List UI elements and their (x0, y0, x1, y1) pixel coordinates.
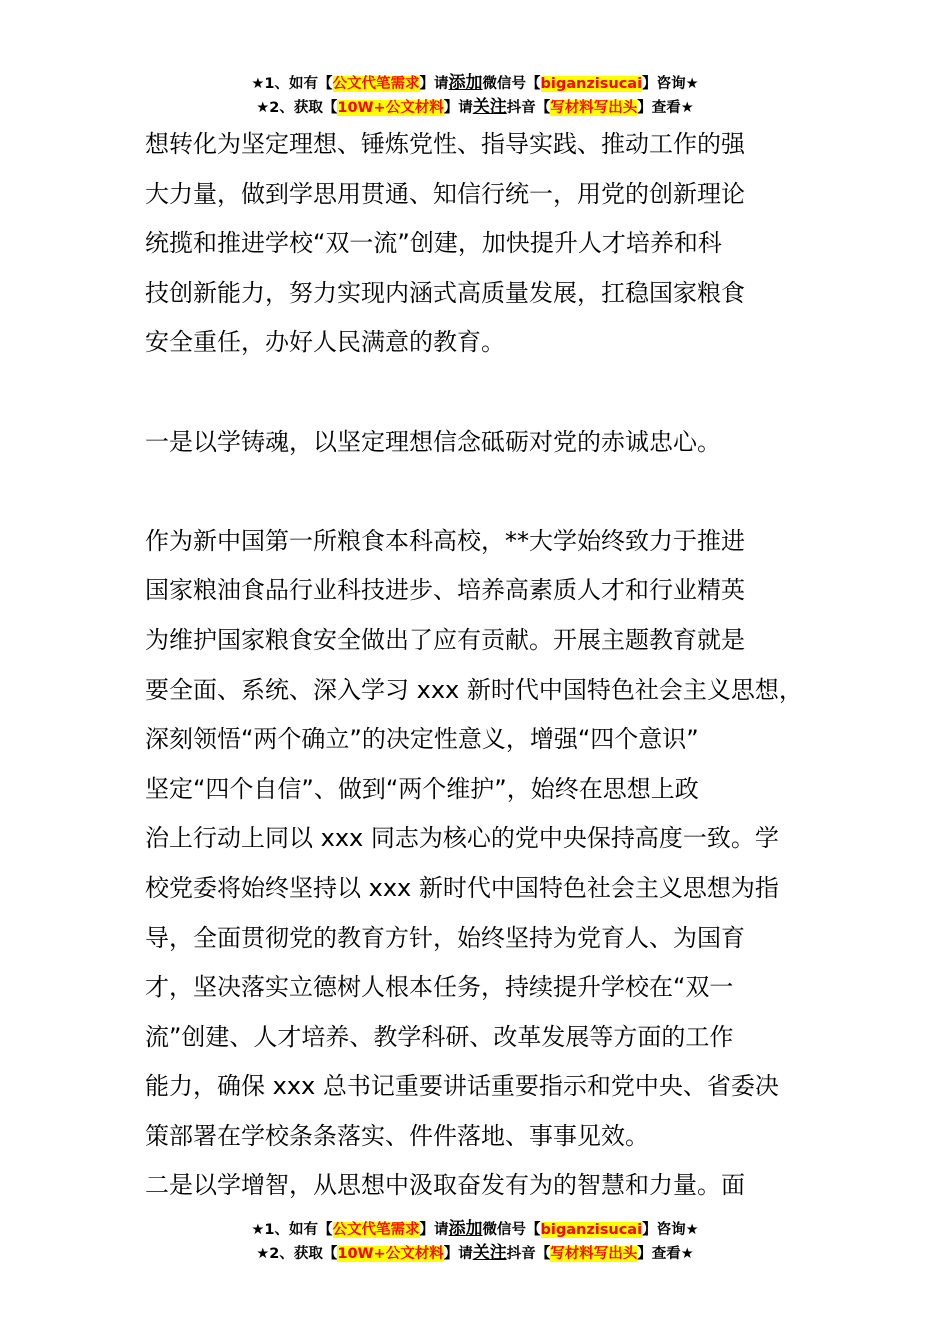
highlight-materials: 10W+公文材料 (337, 1246, 444, 1262)
text-line: 策部署在学校条条落实、件件落地、事事见效。 (145, 1121, 649, 1150)
highlight-service: 公文代笔需求 (332, 76, 420, 92)
text-line: 校党委将始终坚持以 xxx 新时代中国特色社会主义思想为指 (145, 873, 779, 902)
banner-text: 】咨询★ (642, 76, 699, 92)
highlight-service: 公文代笔需求 (332, 1222, 420, 1238)
banner-text: 】查看★ (637, 1246, 694, 1262)
blank-line (145, 467, 835, 517)
text-line: 能力，确保 xxx 总书记重要讲话重要指示和党中央、省委决 (145, 1072, 779, 1101)
text-line: 大力量，做到学思用贯通、知信行统一，用党的创新理论 (145, 179, 745, 208)
banner-text: 】请 (419, 76, 449, 92)
banner-text: 微信号【 (482, 76, 541, 92)
banner-line-1 (0, 72, 950, 96)
banner-text: 】请 (443, 1246, 473, 1262)
text-line: 作为新中国第一所粮食本科高校，**大学始终致力于推进 (145, 526, 745, 555)
banner-text: 抖音【 (506, 100, 551, 116)
highlight-wechat-id: biganzisucai (540, 76, 643, 92)
banner-text: 】请 (443, 100, 473, 116)
text-line: 导，全面贯彻党的教育方针，始终坚持为党育人、为国育 (145, 923, 745, 952)
text-line: 坚定“四个自信”、做到“两个维护”，始终在思想上政 (145, 774, 699, 803)
text-line: 才，坚决落实立德树人根本任务，持续提升学校在“双一 (145, 973, 734, 1002)
text-line: 想转化为坚定理想、锤炼党性、指导实践、推动工作的强 (145, 130, 745, 158)
banner-line-2 (0, 1242, 950, 1266)
highlight-douyin-id: 写材料写出头 (550, 1246, 638, 1262)
bottom-banner (0, 1218, 950, 1266)
text-line: 技创新能力，努力实现内涵式高质量发展，扛稳国家粮食 (145, 278, 745, 307)
banner-text: 微信号【 (482, 1222, 541, 1238)
section-heading: 一是以学铸魂，以坚定理想信念砥砺对党的赤诚忠心。 (145, 427, 721, 456)
banner-line-2 (0, 96, 950, 120)
banner-text: ★1、如有【 (251, 76, 333, 92)
highlight-materials: 10W+公文材料 (337, 100, 444, 116)
text-line: 安全重任，办好人民满意的教育。 (145, 328, 505, 357)
banner-emphasis: 添加 (448, 1219, 483, 1239)
text-line: 深刻领悟“两个确立”的决定性意义，增强“四个意识” (145, 725, 699, 754)
banner-text: 】查看★ (637, 100, 694, 116)
blank-line (145, 368, 835, 418)
section-heading: 二是以学增智，从思想中汲取奋发有为的智慧和力量。面 (145, 1171, 745, 1200)
banner-text: 】请 (419, 1222, 449, 1238)
banner-text: 】咨询★ (642, 1222, 699, 1238)
banner-text: ★2、获取【 (256, 100, 338, 116)
text-line: 统揽和推进学校“双一流”创建，加快提升人才培养和科 (145, 229, 722, 258)
text-line: 治上行动上同以 xxx 同志为核心的党中央保持高度一致。学 (145, 824, 779, 853)
text-line: 要全面、系统、深入学习 xxx 新时代中国特色社会主义思想， (145, 675, 803, 704)
banner-emphasis: 添加 (448, 73, 483, 93)
text-line: 国家粮油食品行业科技进步、培养高素质人才和行业精英 (145, 576, 745, 605)
banner-text: ★2、获取【 (256, 1246, 338, 1262)
banner-emphasis: 关注 (472, 97, 507, 117)
highlight-douyin-id: 写材料写出头 (550, 100, 638, 116)
text-line: 为维护国家粮食安全做出了应有贡献。开展主题教育就是 (145, 625, 745, 654)
banner-text: 抖音【 (506, 1246, 551, 1262)
top-banner (0, 72, 950, 120)
text-line: 流”创建、人才培养、教学科研、改革发展等方面的工作 (145, 1022, 734, 1051)
banner-emphasis: 关注 (472, 1243, 507, 1263)
document-body (145, 120, 835, 1211)
highlight-wechat-id: biganzisucai (540, 1222, 643, 1238)
banner-line-1 (0, 1218, 950, 1242)
banner-text: ★1、如有【 (251, 1222, 333, 1238)
